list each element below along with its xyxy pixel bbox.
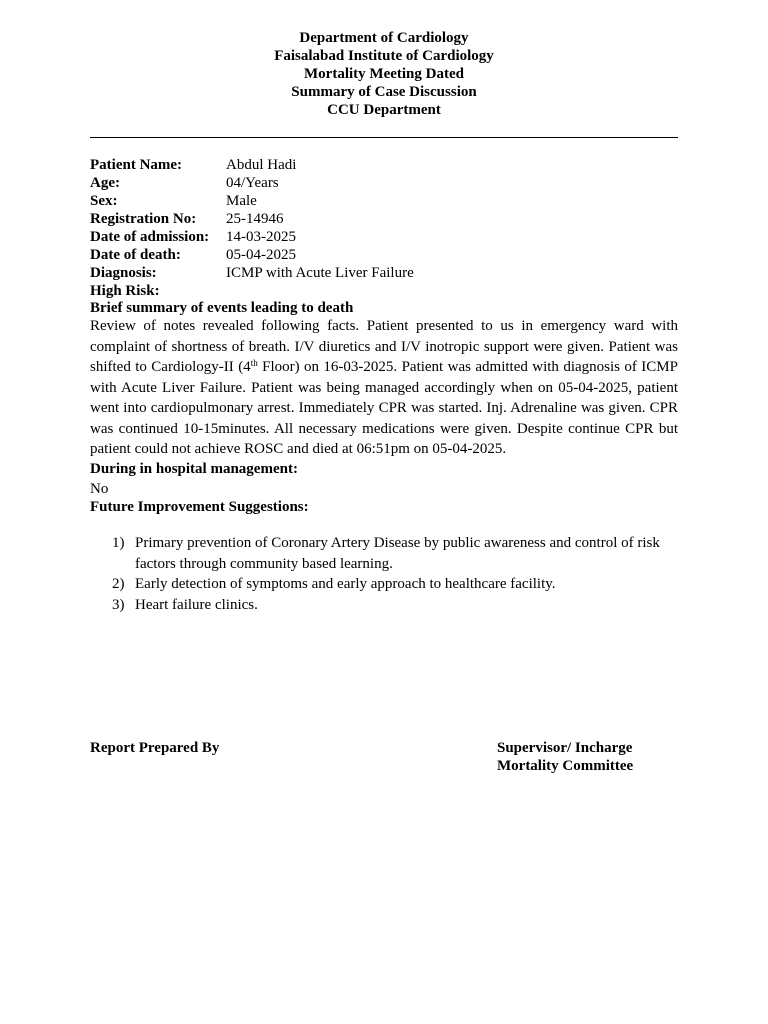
death-date-label: Date of death: [90,247,181,263]
header-meeting: Mortality Meeting Dated [304,66,464,82]
high-risk-row [90,282,678,300]
header-institute: Faisalabad Institute of Cardiology [274,48,494,64]
age-label: Age: [90,175,120,191]
list-item [112,574,678,595]
admission-date-label: Date of admission: [90,229,210,245]
summary-text-part1: Review of notes revealed following facts. Patient presented to us in emergency ward with complaint of shortness of breath. I/V diuretics and I/V inotropic support were given. Patient was shifted to Cardiology-II (4 [90,318,678,375]
supervisor-signature-block [497,739,633,775]
registration-row [90,210,678,228]
list-item-number: 2) [112,576,125,592]
death-date-value: 05-04-2025 [226,247,296,263]
management-heading: During in hospital management: [90,461,298,477]
sex-value: Male [226,193,257,209]
summary-heading: Brief summary of events leading to death [90,300,354,316]
age-value: 04/Years [226,175,279,191]
future-heading: Future Improvement Suggestions: [90,499,309,515]
header-divider [90,137,678,138]
age-row [90,174,678,192]
header-unit: CCU Department [327,102,441,118]
list-item [112,595,678,616]
document-header [90,29,678,119]
diagnosis-value: ICMP with Acute Liver Failure [226,265,414,281]
death-date-row [90,246,678,264]
sex-row [90,192,678,210]
management-value: No [90,481,109,497]
header-summary-title: Summary of Case Discussion [291,84,477,100]
registration-label: Registration No: [90,211,197,227]
admission-date-value: 14-03-2025 [226,229,296,245]
list-item-number: 3) [112,596,125,613]
diagnosis-row [90,264,678,282]
committee-title: Mortality Committee [497,758,634,774]
list-item [112,533,678,574]
suggestions-list [112,533,678,615]
list-item-text: Heart failure clinics. [135,596,258,613]
supervisor-title: Supervisor/ Incharge [497,740,633,756]
registration-value: 25-14946 [226,211,284,227]
admission-date-row [90,228,678,246]
patient-name-label: Patient Name: [90,157,183,173]
header-department: Department of Cardiology [299,30,469,46]
list-item-number: 1) [112,535,125,551]
summary-paragraph [90,316,678,460]
summary-text-part2: Floor) on 16-03-2025. Patient was admitted with diagnosis of ICMP with Acute Liver Failure. Patient was being managed accordingly when on 05-04-2025, patient went into cardiopulmonary arrest. Immediately CPR was started. Inj. Adrenaline was given. CPR was continued 10-15minutes. All necessary medications were given. Despite continue CPR but patient could not achieve ROSC and died at 06:51pm on 05-04-2025. [90,359,678,457]
high-risk-label: High Risk: [90,283,160,299]
report-prepared-by: Report Prepared By [90,740,220,756]
high-risk-value [226,282,678,300]
list-item-text: Early detection of symptoms and early approach to healthcare facility. [135,576,556,592]
patient-name-row [90,156,678,174]
ordinal-superscript: th [250,358,258,368]
sex-label: Sex: [90,193,118,209]
diagnosis-label: Diagnosis: [90,265,157,281]
patient-name-value: Abdul Hadi [226,157,297,173]
list-item-text: Primary prevention of Coronary Artery Disease by public awareness and control of risk factors through community based learning. [135,535,660,572]
patient-info [90,156,678,300]
